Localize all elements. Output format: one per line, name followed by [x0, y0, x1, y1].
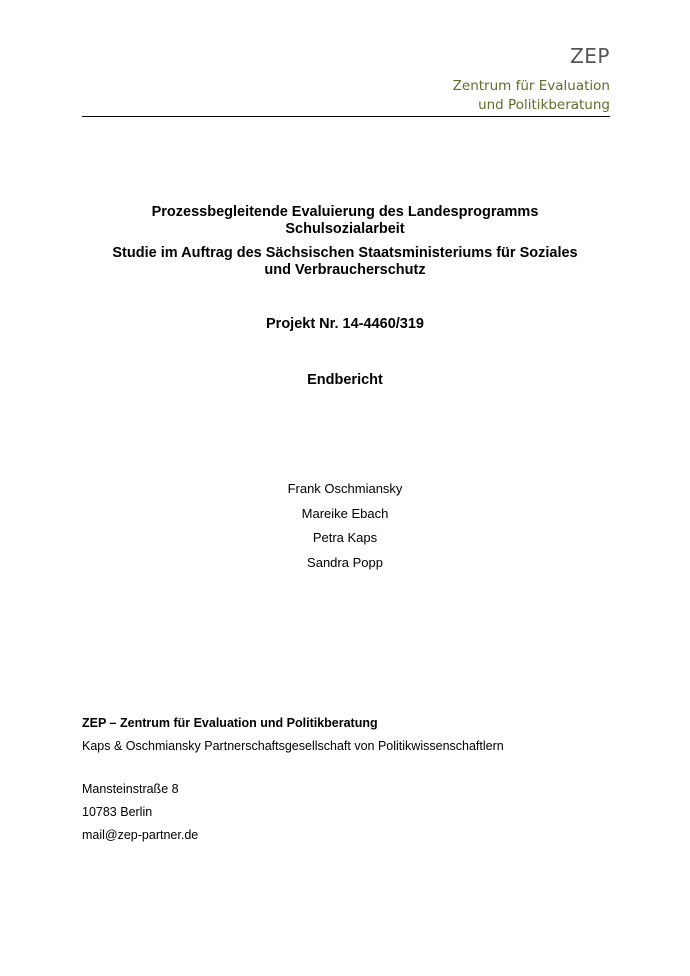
address-city: 10783 Berlin	[82, 805, 153, 819]
project-number: Projekt Nr. 14-4460/319	[266, 316, 424, 332]
contact-email: mail@zep-partner.de	[82, 828, 199, 842]
author-name: Sandra Popp	[307, 554, 383, 570]
title-line-2: Schulsozialarbeit	[285, 221, 405, 237]
document-title	[60, 204, 630, 279]
organization-legal-name: Kaps & Oschmiansky Partnerschaftsgesellschaft von Politikwissenschaftlern	[82, 739, 504, 753]
title-line-4: und Verbraucherschutz	[264, 262, 426, 278]
brand-name-line-1: Zentrum für Evaluation	[452, 78, 610, 94]
header-logo	[82, 40, 610, 116]
author-name: Frank Oschmiansky	[287, 481, 403, 496]
title-gap	[60, 238, 630, 245]
address-street: Mansteinstraße 8	[82, 782, 179, 796]
address-block	[82, 781, 610, 850]
title-line-1: Prozessbegleitende Evaluierung des Landesprogramms	[151, 204, 539, 220]
title-line-3: Studie im Auftrag des Sächsischen Staatsministeriums für Soziales	[112, 245, 578, 261]
author-list	[60, 481, 630, 579]
organization-name: ZEP – Zentrum für Evaluation und Politikberatung	[82, 716, 378, 730]
brand-name-line-2: und Politikberatung	[478, 97, 610, 113]
report-type: Endbericht	[307, 372, 383, 388]
author-name: Petra Kaps	[312, 530, 378, 545]
organization-block	[82, 715, 610, 754]
header-divider	[82, 116, 610, 117]
author-name: Mareike Ebach	[301, 505, 389, 521]
brand-abbreviation: ZEP	[570, 44, 610, 68]
